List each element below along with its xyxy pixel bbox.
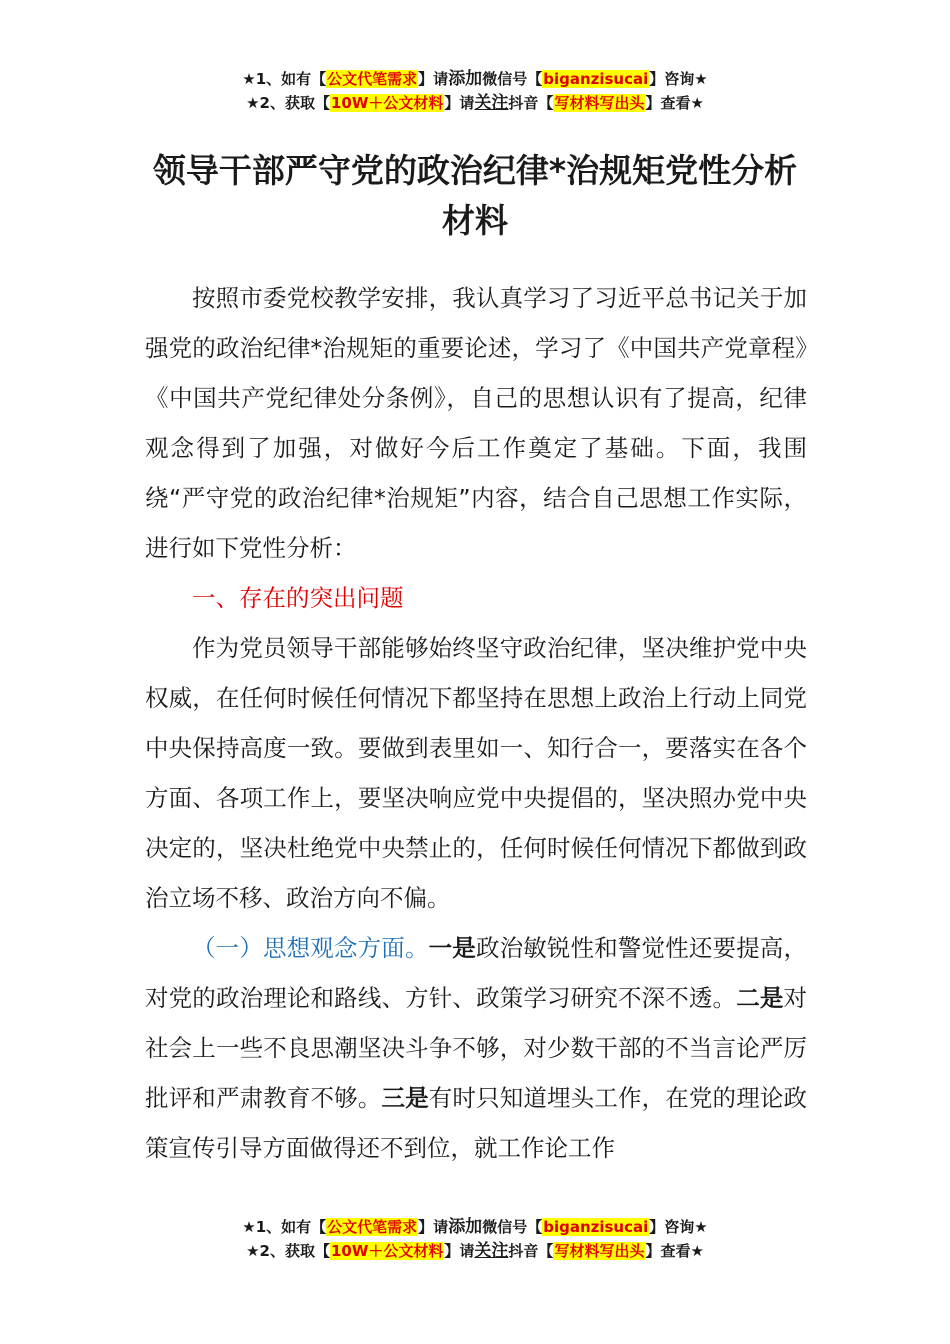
banner-text: 】请 (444, 94, 475, 112)
point-text: 有时只知道埋头工作，在党的理论政策宣传引导方面做得还不到位，就工作论工作 (145, 1084, 808, 1162)
point-keyword: 二是 (736, 984, 784, 1012)
subsection-heading: （一）思想观念方面。 (192, 934, 429, 962)
banner-line-2 (0, 91, 950, 115)
banner-text: 】请 (418, 1218, 449, 1236)
banner-text: 】咨询★ (649, 70, 708, 88)
point-keyword: 三是 (381, 1084, 429, 1112)
banner-text: 】咨询★ (649, 1218, 708, 1236)
header-banner (0, 67, 950, 115)
document-title: 领导干部严守党的政治纪律*治规矩党性分析材料 (152, 151, 798, 240)
section-paragraph: 作为党员领导干部能够始终坚守政治纪律，坚决维护党中央权威，在任何时候任何情况下都坚持在思想上政治上行动上同党中央保持高度一致。要做到表里如一、知行合一，要落实在各个方面、各项工作上，要坚决响应党中央提倡的，坚决照办党中央决定的，坚决杜绝党中央禁止的，任何时候任何情况下都做到政治立场不移、政治方向不偏。 (145, 634, 807, 912)
banner-text: 抖音【 (508, 94, 554, 112)
banner-highlight: 10W＋公文材料 (330, 1242, 444, 1260)
banner-text: 】请 (418, 70, 449, 88)
banner-line-2 (0, 1239, 950, 1263)
banner-emphasis: 添加 (448, 69, 483, 89)
banner-highlight: biganzisucai (543, 1218, 649, 1236)
point-text: 政治敏锐性和警觉性还要提高，对党的政治理论和路线、方针、政策学习研究不深不透。 (145, 934, 808, 1012)
banner-line-1 (0, 1215, 950, 1239)
banner-text: 】查看★ (645, 1242, 704, 1260)
footer-banner (0, 1215, 950, 1263)
banner-highlight: 公文代笔需求 (327, 70, 418, 88)
banner-text: 】查看★ (645, 94, 704, 112)
point-keyword: 一是 (428, 934, 476, 962)
banner-text: 微信号【 (482, 1218, 543, 1236)
banner-text: ★2、获取【 (246, 94, 330, 112)
banner-text: 微信号【 (482, 70, 543, 88)
banner-highlight: 写材料写出头 (554, 94, 645, 112)
section-heading: 一、存在的突出问题 (192, 584, 404, 612)
point-text: 对社会上一些不良思潮坚决斗争不够，对少数干部的不当言论严厉批评和严肃教育不够。 (145, 984, 807, 1112)
banner-text: 】请 (444, 1242, 475, 1260)
banner-line-1 (0, 67, 950, 91)
banner-highlight: 写材料写出头 (554, 1242, 645, 1260)
banner-emphasis: 添加 (448, 1217, 483, 1237)
document-body (145, 273, 807, 1173)
banner-text: ★2、获取【 (246, 1242, 330, 1260)
banner-highlight: 10W＋公文材料 (330, 94, 444, 112)
banner-text: ★1、如有【 (242, 1218, 327, 1236)
subsection-paragraph (145, 923, 807, 1173)
banner-text: ★1、如有【 (242, 70, 327, 88)
banner-emphasis: 关注 (474, 1241, 509, 1261)
banner-highlight: 公文代笔需求 (327, 1218, 418, 1236)
banner-emphasis: 关注 (474, 93, 509, 113)
banner-text: 抖音【 (508, 1242, 554, 1260)
banner-highlight: biganzisucai (543, 70, 649, 88)
intro-paragraph: 按照市委党校教学安排，我认真学习了习近平总书记关于加强党的政治纪律*治规矩的重要论述，学习了《中国共产党章程》《中国共产党纪律处分条例》，自己的思想认识有了提高，纪律观念得到了加强，对做好今后工作奠定了基础。下面，我围绕“严守党的政治纪律*治规矩”内容，结合自己思想工作实际，进行如下党性分析： (145, 284, 807, 562)
